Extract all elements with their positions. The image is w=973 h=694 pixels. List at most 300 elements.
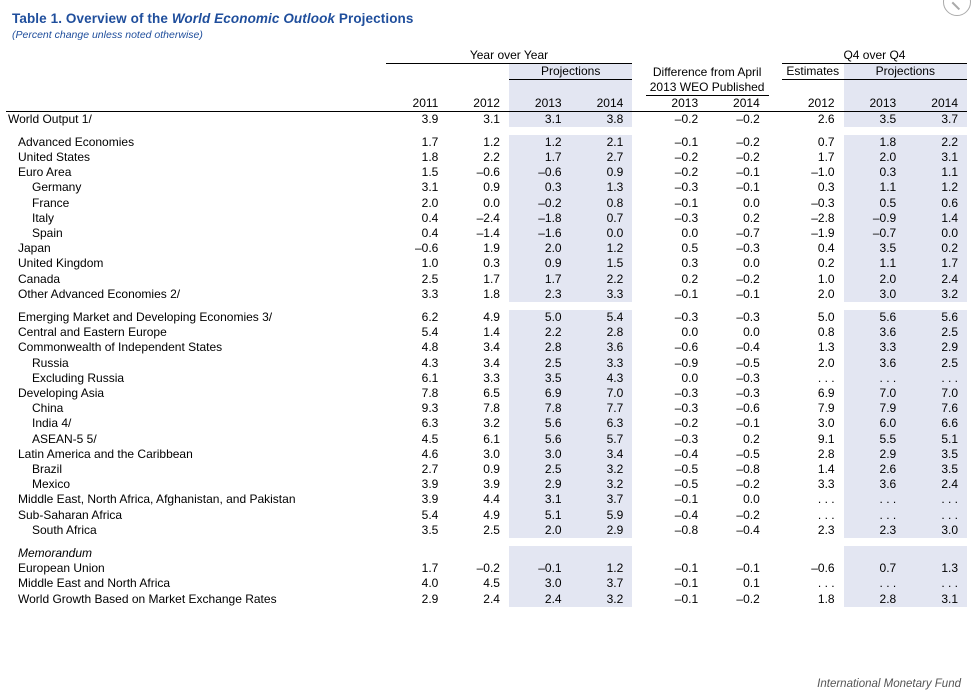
row-label: Middle East and North Africa [18,576,171,591]
cell-value: 3.2 [571,477,633,492]
cell-value: 3.5 [844,111,906,127]
column-gap [769,165,782,180]
row-label: Germany [32,180,82,195]
cell-value: 1.7 [509,272,571,287]
cell-value: 3.6 [844,356,906,371]
cell-value: 0.8 [571,196,633,211]
cell-value: –2.8 [811,210,835,225]
cell-value: 7.0 [905,386,967,401]
cell-value: 0.0 [743,492,760,507]
cell-value: 5.1 [905,432,967,447]
column-gap [632,150,645,165]
cell-value: 4.4 [483,492,500,507]
cell-value: 6.1 [483,431,500,446]
table-row [6,561,967,576]
cell-value: –0.6 [811,561,835,576]
cell-value: 3.5 [509,371,571,386]
cell-value: 1.2 [509,135,571,150]
column-gap [769,492,782,507]
cell-value: 2.0 [509,241,571,256]
cell-value: –0.2 [736,149,760,164]
cell-value: 1.3 [571,180,633,195]
cell-value: 3.0 [509,576,571,591]
cell-value: –0.3 [674,401,699,416]
cell-value: 1.2 [905,180,967,195]
table-row [6,135,967,150]
column-gap [632,241,645,256]
row-label: Sub-Saharan Africa [18,507,123,522]
cell-value: 5.9 [571,508,633,523]
cell-value: 0.4 [817,241,835,256]
cell-value: 4.0 [421,576,439,591]
column-gap [632,592,645,607]
row-label: Mexico [32,477,71,492]
cell-value: 2.8 [509,340,571,355]
cell-value: 0.9 [483,180,500,195]
cell-value: –0.2 [674,165,699,180]
cell-value: 5.6 [905,310,967,325]
cell-value: 1.3 [905,561,967,576]
column-gap [769,111,782,127]
cell-value: 2.4 [905,477,967,492]
table-row [6,226,967,241]
cell-value: 3.5 [844,241,906,256]
row-label: China [32,401,64,416]
cell-value: 2.2 [571,272,633,287]
cell-value: 6.0 [844,416,906,431]
cell-value: 2.9 [509,477,571,492]
cell-value: –0.1 [674,591,699,606]
cell-value [844,546,906,561]
cell-value: –0.5 [674,461,699,476]
column-gap [632,356,645,371]
table-row [6,546,967,561]
cell-value: 1.7 [421,561,439,576]
cell-value [447,546,509,561]
cell-value: . . . [844,492,906,507]
cell-value: –0.1 [736,180,760,195]
cell-value: 3.5 [905,462,967,477]
row-label: Middle East, North Africa, Afghanistan, and Pakistan [18,492,296,507]
cell-value: 7.0 [571,386,633,401]
cell-value: –0.1 [736,165,760,180]
cell-value: 0.5 [844,196,906,211]
column-gap [769,432,782,447]
cell-value: . . . [905,508,967,523]
table-row [6,386,967,401]
cell-value: 0.7 [571,211,633,226]
column-gap [632,447,645,462]
cell-value: 7.8 [421,385,439,400]
column-gap [632,386,645,401]
column-gap [632,272,645,287]
cell-value: 3.1 [905,592,967,607]
cell-value: 3.0 [509,447,571,462]
cell-value: 0.3 [509,180,571,195]
table-row [6,272,967,287]
col-diff-2013: 2013 [646,95,708,111]
cell-value: 3.3 [483,370,500,385]
cell-value: –1.8 [509,211,571,226]
cell-value: 3.2 [905,287,967,302]
cell-value: . . . [817,492,835,507]
title-prefix: Table 1. Overview of the [12,11,172,26]
cell-value: –0.1 [736,561,760,576]
cell-value: 3.1 [905,150,967,165]
cell-value: 1.7 [817,149,835,164]
cell-value: 7.6 [905,401,967,416]
title-italic: World Economic Outlook [171,11,336,26]
cell-value: 1.7 [905,256,967,271]
table-row [6,592,967,607]
cell-value: 1.4 [483,325,500,340]
cell-value: 0.8 [817,325,835,340]
table-row [6,356,967,371]
row-label: Russia [32,355,69,370]
cell-value: 2.9 [905,340,967,355]
cell-value: 0.6 [905,196,967,211]
header-row-group-diff2 [6,80,967,96]
column-gap [769,241,782,256]
cell-value: 6.6 [905,416,967,431]
cell-value: 2.0 [421,195,439,210]
column-gap [632,287,645,302]
row-label: Spain [32,225,63,240]
column-gap [632,165,645,180]
cell-value: 1.7 [421,134,439,149]
cell-value: 9.1 [817,431,835,446]
footer-attribution: International Monetary Fund [817,678,961,690]
column-gap [769,180,782,195]
column-gap [769,386,782,401]
cell-value: 3.1 [509,111,571,127]
cell-value: 6.1 [421,370,439,385]
cell-value: –0.6 [509,165,571,180]
row-label: United States [18,149,91,164]
column-gap [632,371,645,386]
table-row [6,401,967,416]
cell-value: 0.3 [844,165,906,180]
cell-value: 3.9 [421,492,439,507]
cell-value: –0.9 [674,355,699,370]
column-gap [769,356,782,371]
table-spacer-row [6,127,967,135]
column-gap [769,211,782,226]
column-gap [769,310,782,325]
cell-value: 2.2 [509,325,571,340]
cell-value: 6.5 [483,385,500,400]
cell-value: 3.0 [905,523,967,538]
cell-value: –0.3 [674,385,699,400]
cell-value: –0.3 [811,195,835,210]
cell-value: 1.2 [571,561,633,576]
cell-value [571,546,633,561]
cell-value: –0.1 [736,286,760,301]
cell-value: 1.2 [483,134,500,149]
cell-value: –0.2 [736,111,760,126]
header-projections-q4: Projections [844,64,967,80]
cell-value: 4.9 [483,507,500,522]
cell-value: –0.2 [736,507,760,522]
cell-value: –0.1 [674,492,699,507]
table-row [6,447,967,462]
table-row [6,256,967,271]
cell-value: 1.7 [483,271,500,286]
cell-value: –0.4 [674,446,699,461]
cell-value: 0.0 [743,325,760,340]
cell-value: 0.3 [817,180,835,195]
column-gap [632,340,645,355]
cell-value: 3.5 [421,522,439,537]
column-gap [632,196,645,211]
cell-value: –0.2 [674,111,699,126]
cell-value: 2.5 [509,462,571,477]
header-projections-yoy: Projections [509,64,632,80]
cell-value: 1.8 [483,286,500,301]
cell-value: 5.6 [844,310,906,325]
cell-value: –0.3 [736,370,760,385]
cell-value: 2.5 [509,356,571,371]
cell-value: 2.4 [905,272,967,287]
table-row [6,150,967,165]
column-gap [769,546,782,561]
cell-value: 3.4 [483,355,500,370]
column-gap [769,135,782,150]
cell-value: . . . [844,371,906,386]
table-row [6,523,967,538]
cell-value: 2.2 [905,135,967,150]
cell-value: 0.0 [743,256,760,271]
cell-value: 0.3 [483,256,500,271]
cell-value: . . . [817,370,835,385]
cell-value: 0.2 [743,431,760,446]
cell-value: –0.3 [674,180,699,195]
column-gap [769,256,782,271]
cell-value: 3.3 [571,287,633,302]
col-year-2011: 2011 [386,95,448,111]
cell-value: 3.1 [509,492,571,507]
cell-value: 3.9 [421,111,439,126]
cell-value: 3.9 [421,477,439,492]
header-row-group-mid [6,64,967,80]
cell-value: 3.0 [844,287,906,302]
col-q4-2014: 2014 [905,95,967,111]
cell-value: –0.1 [674,576,699,591]
cell-value: 4.5 [483,576,500,591]
column-gap [632,432,645,447]
cell-value: –0.7 [736,225,760,240]
cell-value: –0.2 [476,561,500,576]
cell-value: –0.6 [476,165,500,180]
cell-value: 2.3 [844,523,906,538]
cell-value: 1.1 [844,256,906,271]
col-year-2013: 2013 [509,95,571,111]
column-gap [769,272,782,287]
column-gap [769,576,782,591]
cell-value [707,546,769,561]
cell-value: 3.6 [844,477,906,492]
cell-value: 3.1 [421,180,439,195]
cell-value: 0.2 [681,271,699,286]
header-estimates: Estimates [782,64,844,80]
cell-value: 4.8 [421,340,439,355]
cell-value: 4.3 [421,355,439,370]
cell-value: 2.4 [483,591,500,606]
cell-value: 5.0 [817,309,835,324]
cell-value: 2.9 [421,591,439,606]
cell-value: –0.3 [674,309,699,324]
cell-value: 6.9 [509,386,571,401]
cell-value: 1.1 [905,165,967,180]
cell-value: . . . [905,371,967,386]
cell-value: 0.9 [571,165,633,180]
cell-value: 0.3 [681,256,699,271]
cell-value: 7.0 [844,386,906,401]
cell-value: –0.1 [674,561,699,576]
cell-value: –0.2 [736,477,760,492]
cell-value: 5.4 [421,507,439,522]
cell-value: 5.6 [509,416,571,431]
cell-value: 3.6 [844,325,906,340]
cell-value: 3.3 [571,356,633,371]
row-label: Memorandum [18,545,93,560]
cell-value: –0.8 [674,522,699,537]
table-row [6,416,967,431]
cell-value: 2.8 [817,446,835,461]
cell-value: 0.7 [817,134,835,149]
cell-value: 2.5 [905,356,967,371]
cell-value [646,546,708,561]
cell-value: –0.3 [736,241,760,256]
column-gap [769,523,782,538]
table-row [6,241,967,256]
column-gap [632,226,645,241]
table-row [6,211,967,226]
cell-value: 1.4 [817,461,835,476]
cell-value: –0.1 [674,286,699,301]
column-gap [632,180,645,195]
table-spacer-row [6,538,967,546]
cell-value: 5.4 [421,325,439,340]
cell-value: 2.0 [817,355,835,370]
column-gap [769,416,782,431]
cell-value: –0.1 [674,195,699,210]
column-gap [632,477,645,492]
cell-value: . . . [905,576,967,591]
cell-value: 2.7 [421,461,439,476]
cell-value: –0.9 [844,211,906,226]
cell-value: 6.3 [421,416,439,431]
column-gap [769,325,782,340]
cell-value [386,546,448,561]
cell-value [509,546,571,561]
cell-value: . . . [905,492,967,507]
cell-value: 2.4 [509,592,571,607]
cell-value: 3.1 [483,111,500,126]
row-label: Italy [32,210,55,225]
cell-value: 1.7 [509,150,571,165]
cell-value: –0.4 [736,522,760,537]
cell-value: –0.4 [736,340,760,355]
column-gap [769,508,782,523]
cell-value: 5.5 [844,432,906,447]
column-gap [632,310,645,325]
cell-value: 0.0 [681,325,699,340]
cell-value: 2.0 [844,150,906,165]
cell-value: . . . [817,507,835,522]
cell-value: –1.9 [811,225,835,240]
cell-value: 0.9 [509,256,571,271]
table-row [6,165,967,180]
table-row [6,340,967,355]
column-gap [632,561,645,576]
col-q4-2013: 2013 [844,95,906,111]
row-label: Latin America and the Caribbean [18,446,193,461]
cell-value: 3.2 [571,592,633,607]
column-gap [632,546,645,561]
cell-value: 0.9 [483,461,500,476]
cell-value: 2.5 [905,325,967,340]
column-gap [632,111,645,127]
cell-value: 1.8 [421,149,439,164]
cell-value: 0.7 [844,561,906,576]
column-gap [632,576,645,591]
cell-value: –0.6 [674,340,699,355]
table-spacer-row [6,302,967,310]
cell-value: –0.2 [674,416,699,431]
cell-value: 0.2 [743,210,760,225]
cell-value: 3.0 [817,416,835,431]
column-gap [632,211,645,226]
col-diff-2014: 2014 [707,95,769,111]
col-year-2014: 2014 [571,95,633,111]
cell-value: 2.1 [571,135,633,150]
column-gap [632,462,645,477]
cell-value: 5.1 [509,508,571,523]
cell-value: 3.4 [571,447,633,462]
cell-value: –0.3 [736,385,760,400]
weo-projections-table [6,48,967,607]
column-gap [632,135,645,150]
cell-value: –0.3 [736,309,760,324]
cell-value: –0.1 [674,134,699,149]
cell-value: –0.7 [844,226,906,241]
table-row [6,432,967,447]
cell-value: 3.9 [483,477,500,492]
cell-value: 9.3 [421,401,439,416]
cell-value: 2.9 [844,447,906,462]
cell-value: 0.0 [483,195,500,210]
cell-value: 4.5 [421,431,439,446]
row-label: Excluding Russia [32,370,125,385]
table-row [6,492,967,507]
cell-value: 3.0 [483,446,500,461]
table-row [6,310,967,325]
cell-value: –0.5 [736,446,760,461]
column-gap [769,287,782,302]
cell-value: 0.2 [817,256,835,271]
cell-value: 1.8 [844,135,906,150]
page-subtitle: (Percent change unless noted otherwise) [12,29,203,41]
row-label: Brazil [32,461,63,476]
cell-value: 1.2 [571,241,633,256]
cell-value: 5.4 [571,310,633,325]
cell-value: 3.6 [571,340,633,355]
cell-value: 0.0 [681,225,699,240]
table-body [6,111,967,607]
row-label: Advanced Economies [18,134,135,149]
cell-value: 0.0 [905,226,967,241]
